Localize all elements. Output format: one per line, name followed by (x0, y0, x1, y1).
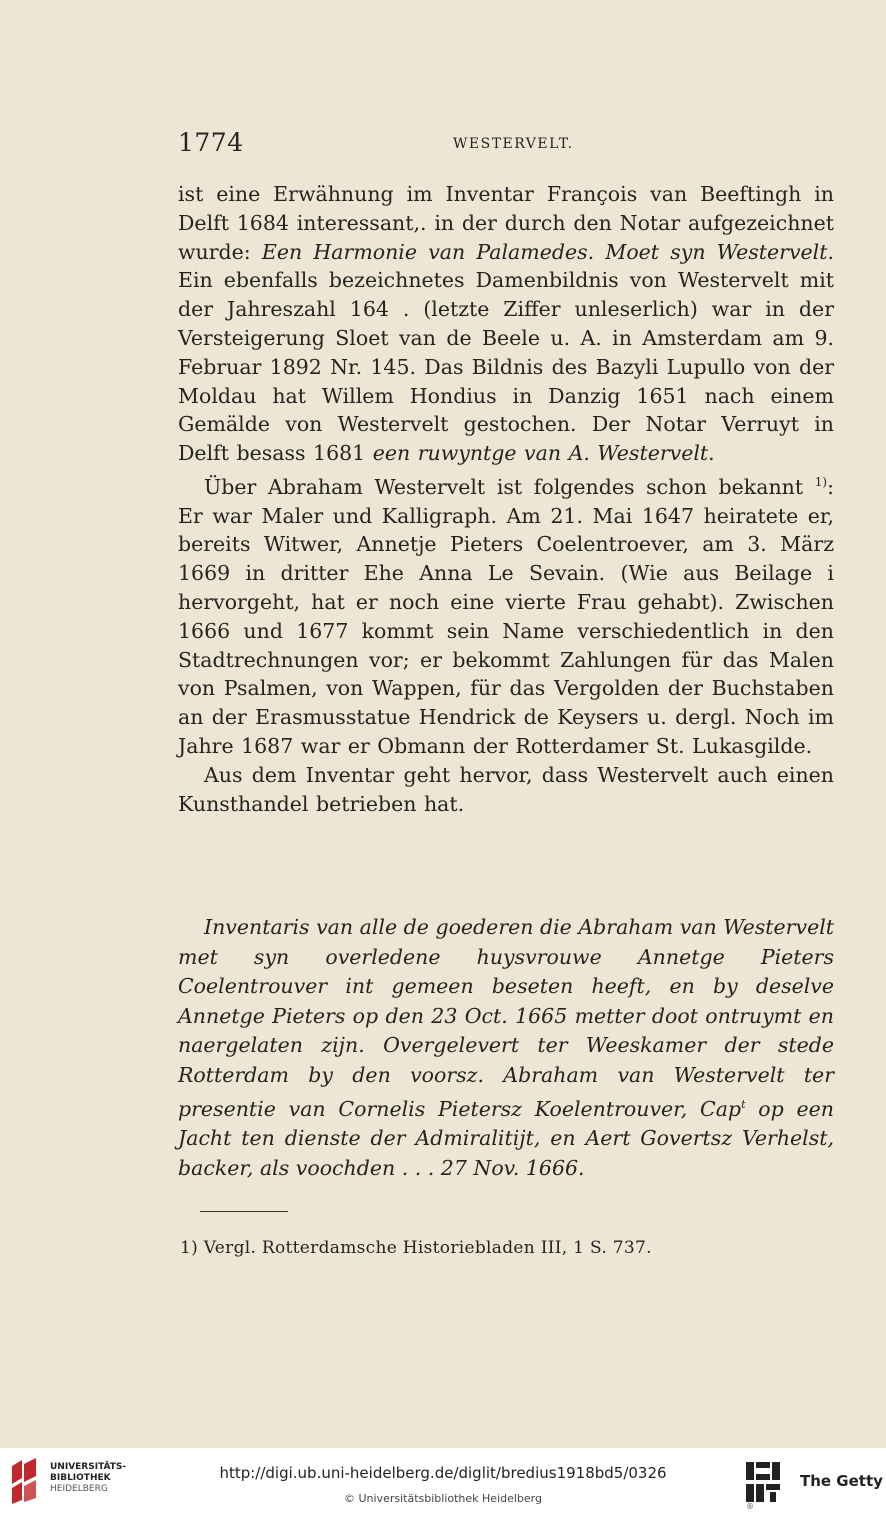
body-text (178, 180, 834, 818)
inventory-superscript: t (741, 1098, 746, 1111)
page-header (178, 126, 834, 158)
footnote-reference[interactable]: 1) (814, 474, 828, 489)
paragraph-3: Aus dem Inventar geht hervor, dass Westervelt auch einen Kunsthandel betrieben hat. (178, 762, 834, 816)
inventory-quote (178, 913, 834, 1183)
library-name-line-2: BIBLIOTHEK (50, 1473, 111, 1483)
getty-logo-icon[interactable] (744, 1460, 784, 1506)
library-name-line-1: UNIVERSITÄTS- (50, 1462, 127, 1472)
page-number: 1774 (178, 128, 244, 157)
paragraph-2 (178, 468, 834, 761)
paragraph-1-italic-quote-2: een ruwyntge van A. Westervelt. (372, 441, 715, 466)
paragraph-1-text-a: ist eine Erwähnung im Inventar François van Beeftingh in Delft 1684 interessant,. in der durch den Notar aufgezeichnet wurde: (178, 182, 834, 264)
paragraph-1 (178, 180, 834, 468)
footnote-divider (200, 1211, 288, 1212)
registered-mark: ® (746, 1502, 754, 1511)
getty-name: The Getty (800, 1472, 883, 1490)
paragraph-2-text-b: : Er war Maler und Kalligraph. Am 21. Mai 1647 heiratete er, bereits Witwer, Annetje Pieters Coelentroever, am 3. März 1669 in dritter Ehe Anna Le Sevain. (Wie aus Beilage i hervorgeht, hat er noch eine vierte Frau gehabt). Zwischen 1666 und 1677 kommt sein Name verschiedentlich in den Stadtrechnungen vor; er bekommt Zahlungen für das Malen von Psalmen, von Wappen, für das Vergolden der Buchstaben an der Erasmusstatue Hendrick de Keysers u. dergl. Noch im Jahre 1687 war er Obmann der Rotterdamer St. Lukasgilde. (178, 474, 834, 758)
library-name-line-3: HEIDELBERG (50, 1484, 108, 1494)
footnote (180, 1238, 652, 1258)
paragraph-2-text-a: Über Abraham Westervelt ist folgendes schon bekannt (204, 474, 815, 499)
paragraph-1-italic-quote: Een Harmonie van Palamedes. Moet syn Westervelt. (261, 239, 834, 264)
running-head: WESTERVELT. (453, 136, 574, 152)
footnote-text: Vergl. Rotterdamsche Historiebladen III, 1 S. 737. (203, 1238, 652, 1258)
inventory-text-b: op een Jacht ten dienste der Admiralitijt, en Aert Govertsz Verhelst, backer, als voochden . . . 27 Nov. 1666. (178, 1096, 834, 1180)
paragraph-1-text-b: Ein ebenfalls bezeichnetes Damenbildnis von Westervelt mit der Jahreszahl 164 . (letzte Ziffer unleserlich) war in der Versteigerung Sloet van de Beele u. A. in Amsterdam am 9. Februar 1892 Nr. 145. Das Bildnis des Bazyli Lupullo von der Moldau hat Willem Hondius in Danzig 1651 nach einem Gemälde von Westervelt gestochen. Der Notar Verruyt in Delft besass 1681 (178, 268, 834, 466)
footnote-marker: 1) (180, 1238, 199, 1258)
copyright-notice: © Universitätsbibliothek Heidelberg (343, 1492, 542, 1505)
viewer-footer (0, 1448, 886, 1516)
inventory-paragraph (178, 913, 834, 1183)
inventory-text-a: Inventaris van alle de goederen die Abraham van Westervelt met syn overledene huysvrouwe Annetge Pieters Coelentrouver int gemeen beseten heeft, en by deselve Annetge Pieters op den 23 Oct. 1665 metter doot ontruymt en naergelaten zijn. Overgelevert ter Weeskamer der stede Rotterdam by den voorsz. Abraham van Westervelt ter presentie van Cornelis Pietersz Koelentrouver, Cap (178, 915, 834, 1121)
permalink-url[interactable]: http://digi.ub.uni-heidelberg.de/diglit/bredius1918bd5/0326 (219, 1464, 667, 1482)
